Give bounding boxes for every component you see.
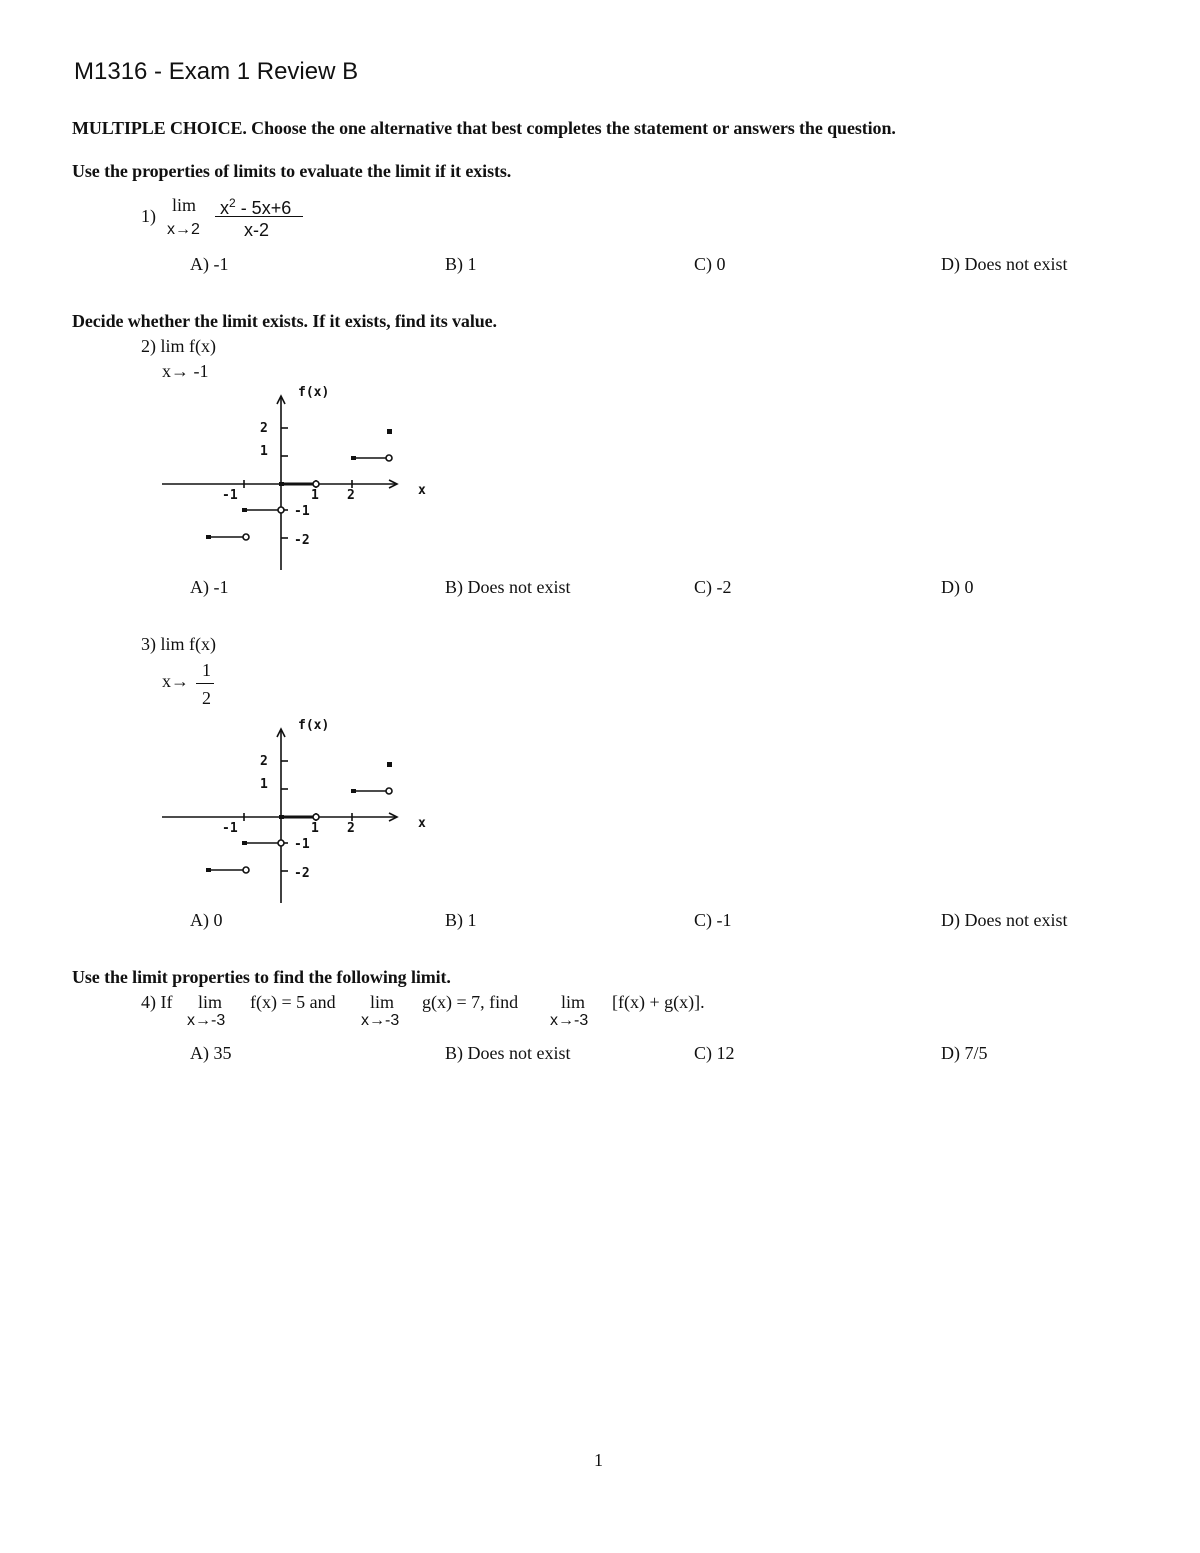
answer-b[interactable]: B) Does not exist	[445, 1043, 571, 1063]
section-heading-2: Decide whether the limit exists. If it exists, find its value.	[72, 311, 497, 331]
limit-approach: x→ -1	[162, 361, 209, 381]
y-tick-label: 1	[260, 777, 268, 792]
lim-label: lim	[172, 195, 197, 215]
answer-d[interactable]: D) Does not exist	[941, 254, 1068, 274]
answer-c[interactable]: C) 12	[694, 1043, 735, 1063]
y-axis-label: f(x)	[298, 385, 330, 400]
answer-a[interactable]: A) -1	[190, 577, 229, 597]
open-point	[278, 840, 284, 846]
answer-a[interactable]: A) 0	[190, 910, 223, 930]
closed-point	[206, 868, 211, 872]
limit-f-value: f(x) = 5 and	[250, 992, 336, 1012]
x-tick-label: 1	[311, 821, 319, 836]
lim-label: lim	[370, 992, 395, 1012]
y-axis-label: f(x)	[298, 718, 330, 733]
x-tick-label: 2	[347, 821, 355, 836]
closed-point	[242, 841, 247, 845]
approach-denominator: 2	[202, 688, 211, 708]
answer-c[interactable]: C) 0	[694, 254, 726, 274]
answer-c[interactable]: C) -1	[694, 910, 732, 930]
isolated-point	[387, 762, 392, 767]
fraction-bar	[215, 216, 303, 217]
limit-approach: x→-3	[361, 1012, 400, 1029]
closed-point	[351, 789, 356, 793]
multiple-choice-instructions: MULTIPLE CHOICE. Choose the one alternative that best completes the statement or answers the question.	[72, 118, 896, 138]
question-number: 1)	[141, 206, 156, 226]
piecewise-graph	[150, 378, 440, 573]
x-axis-label: x	[418, 483, 426, 498]
page-number: 1	[594, 1450, 603, 1470]
closed-point	[279, 815, 284, 819]
x-axis-label: x	[418, 816, 426, 831]
x-tick-label: -1	[222, 821, 238, 836]
limit-approach: x→-3	[550, 1012, 589, 1029]
question-expression: 3) lim f(x)	[141, 634, 216, 654]
approach-numerator: 1	[202, 660, 211, 680]
page-title: M1316 - Exam 1 Review B	[74, 58, 359, 85]
open-point	[313, 481, 319, 487]
numerator-rest: - 5x+6	[235, 198, 292, 218]
limit-approach: x→2	[167, 221, 200, 238]
answer-d[interactable]: D) 0	[941, 577, 974, 597]
x-tick-label: 2	[347, 488, 355, 503]
lim-label: lim	[198, 992, 223, 1012]
y-tick-label: -2	[294, 533, 310, 548]
limit-approach: x→-3	[187, 1012, 226, 1029]
approach-fraction-bar	[196, 683, 214, 684]
denominator: x-2	[244, 220, 270, 240]
answer-a[interactable]: A) 35	[190, 1043, 232, 1063]
closed-point	[206, 535, 211, 539]
y-tick-label: -1	[294, 504, 310, 519]
limit-approach-prefix: x→	[162, 671, 189, 691]
y-tick-label: 2	[260, 421, 268, 436]
question-expression: 2) lim f(x)	[141, 336, 216, 356]
open-point	[243, 867, 249, 873]
answer-b[interactable]: B) Does not exist	[445, 577, 571, 597]
answer-c[interactable]: C) -2	[694, 577, 732, 597]
closed-point	[242, 508, 247, 512]
y-tick-label: -1	[294, 837, 310, 852]
y-tick-label: 1	[260, 444, 268, 459]
lim-label: lim	[561, 992, 586, 1012]
isolated-point	[387, 429, 392, 434]
section-heading-3: Use the limit properties to find the following limit.	[72, 967, 451, 987]
question-prefix: 4) If	[141, 992, 173, 1012]
numerator-base: x	[220, 198, 229, 218]
y-tick-label: 2	[260, 754, 268, 769]
section-heading-1: Use the properties of limits to evaluate the limit if it exists.	[72, 161, 512, 181]
open-point	[386, 455, 392, 461]
piecewise-graph	[150, 711, 440, 906]
answer-d[interactable]: D) Does not exist	[941, 910, 1068, 930]
open-point	[243, 534, 249, 540]
numerator-exponent: 2	[229, 196, 236, 210]
closed-point	[351, 456, 356, 460]
answer-b[interactable]: B) 1	[445, 254, 477, 274]
limit-g-value: g(x) = 7, find	[422, 992, 519, 1012]
y-tick-label: -2	[294, 866, 310, 881]
answer-a[interactable]: A) -1	[190, 254, 229, 274]
open-point	[386, 788, 392, 794]
x-tick-label: 1	[311, 488, 319, 503]
answer-b[interactable]: B) 1	[445, 910, 477, 930]
open-point	[278, 507, 284, 513]
answer-d[interactable]: D) 7/5	[941, 1043, 988, 1063]
closed-point	[279, 482, 284, 486]
x-tick-label: -1	[222, 488, 238, 503]
open-point	[313, 814, 319, 820]
limit-sum-expression: [f(x) + g(x)].	[612, 992, 705, 1012]
